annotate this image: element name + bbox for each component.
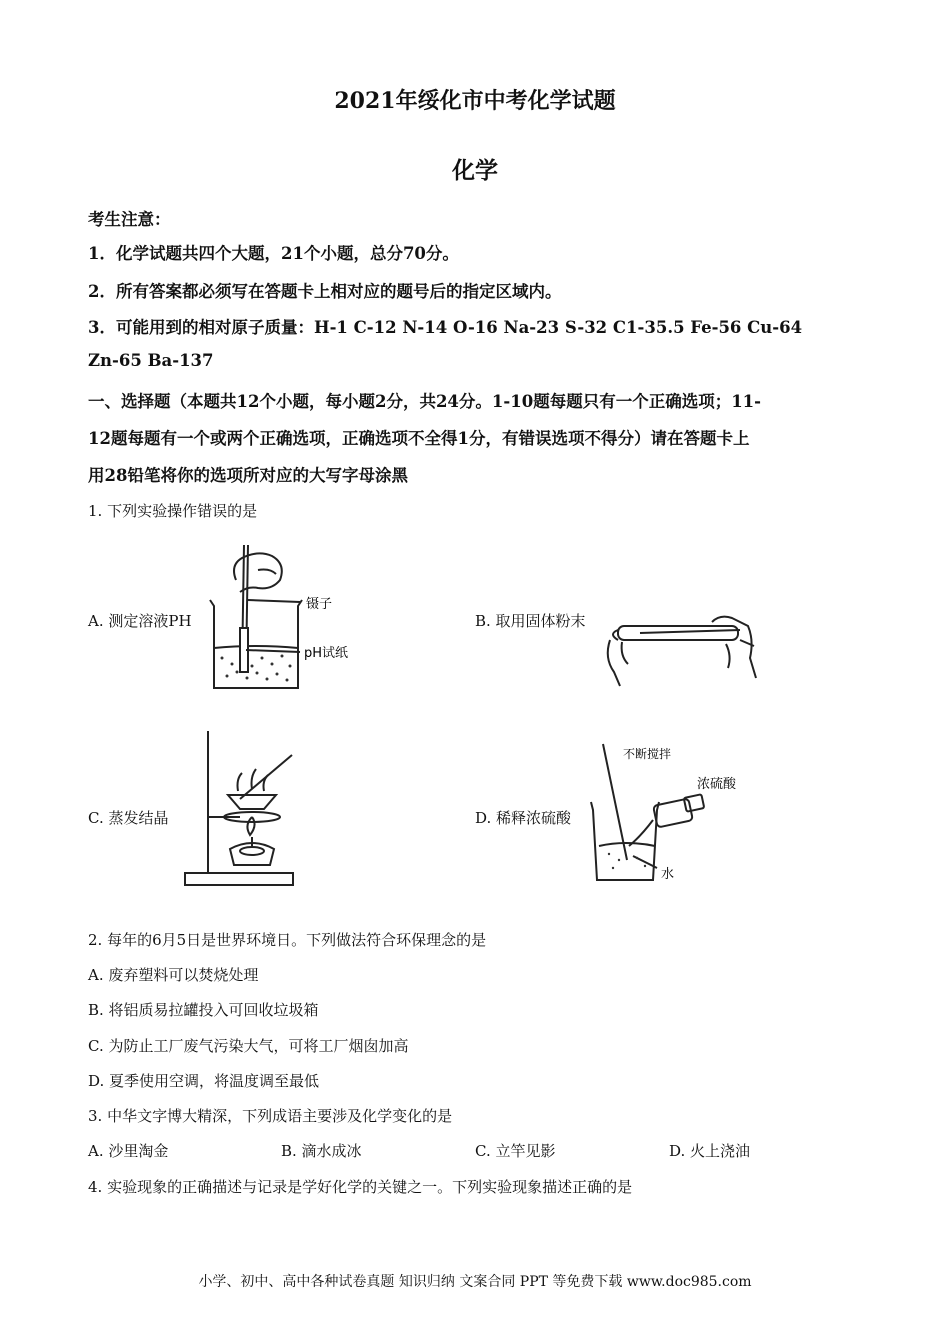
section-instruction-line: 一、选择题（本题共12个小题，每小题2分，共24分。1-10题每题只有一个正确选项；11-: [88, 392, 762, 411]
q4-stem: 4. 实验现象的正确描述与记录是学好化学的关键之一。下列实验现象描述正确的是: [88, 1178, 633, 1196]
section-instruction-line: 12题每题有一个或两个正确选项，正确选项不全得1分，有错误选项不得分）请在答题卡上: [88, 429, 750, 448]
q1-option-c: C. 蒸发结晶: [88, 809, 169, 827]
q3-stem: 3. 中华文字博大精深，下列成语主要涉及化学变化的是: [88, 1107, 453, 1125]
figure-solid-powder: [600, 600, 760, 690]
label-acid: 浓硫酸: [697, 777, 737, 792]
q1-option-b: B. 取用固体粉末: [475, 612, 586, 630]
q2-option: A. 废弃塑料可以焚烧处理: [88, 966, 259, 984]
figure-dilute-acid: [585, 740, 755, 885]
q2-stem: 2. 每年的6月5日是世界环境日。下列做法符合环保理念的是: [88, 931, 487, 949]
q2-option: B. 将铝质易拉罐投入可回收垃圾箱: [88, 1001, 319, 1019]
section-instruction-line: 用28铅笔将你的选项所对应的大写字母涂黑: [88, 466, 408, 485]
exam-title: 2021年绥化市中考化学试题: [334, 88, 616, 114]
note-item: 2．所有答案都必须写在答题卡上相对应的题号后的指定区域内。: [88, 282, 562, 301]
subject-title: 化学: [452, 157, 498, 184]
label-ph-paper: pH试纸: [304, 646, 349, 661]
q3-option: B. 滴水成冰: [281, 1142, 362, 1160]
label-water: 水: [661, 867, 675, 882]
figure-ph-test: [200, 540, 360, 695]
q1-option-a: A. 测定溶液PH: [88, 612, 192, 630]
notes-heading: 考生注意：: [88, 210, 171, 229]
page-footer: 小学、初中、高中各种试卷真题 知识归纳 文案合同 PPT 等免费下载 www.doc985.com: [198, 1274, 752, 1290]
label-stir: 不断搅拌: [623, 747, 672, 761]
label-tweezers: 镊子: [306, 597, 333, 612]
q2-option: C. 为防止工厂废气污染大气，可将工厂烟囱加高: [88, 1037, 409, 1055]
q3-option: C. 立竿见影: [475, 1142, 556, 1160]
q3-option: A. 沙里淘金: [88, 1142, 169, 1160]
figure-evaporation: [180, 725, 330, 890]
q1-option-d: D. 稀释浓硫酸: [475, 809, 572, 827]
note-item: 3．可能用到的相对原子质量：H-1 C-12 N-14 O-16 Na-23 S-32 C1-35.5 Fe-56 Cu-64: [88, 318, 803, 337]
q3-option: D. 火上浇油: [669, 1142, 751, 1160]
note-item: 1．化学试题共四个大题，21个小题，总分70分。: [88, 244, 459, 263]
q2-option: D. 夏季使用空调，将温度调至最低: [88, 1072, 320, 1090]
note-item: Zn-65 Ba-137: [88, 351, 214, 370]
q1-stem: 1. 下列实验操作错误的是: [88, 502, 258, 520]
